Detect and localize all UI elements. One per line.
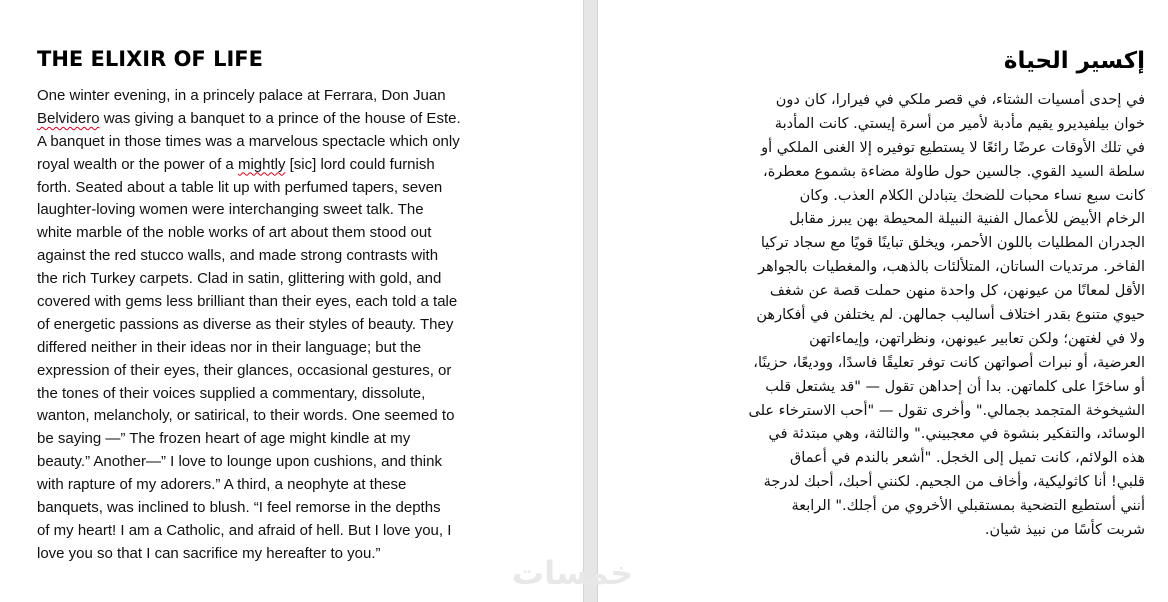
english-line (37, 245, 489, 268)
arabic-line: أو ساخرًا على كلماتهن. بدا أن إحداهن تقول — "قد يشتعل قلب (765, 378, 1145, 395)
arabic-line: الشيخوخة المتجمد بجمالي." وأخرى تقول — "أحب الاسترخاء على (748, 402, 1145, 419)
english-line (37, 405, 489, 428)
arabic-line: الأقل لمعانًا من عيونهن، كل واحدة منهن حملت قصة عن شغف (769, 283, 1145, 300)
english-line (37, 291, 489, 314)
english-line-text: [sic] lord could furnish (285, 155, 435, 173)
arabic-line: في إحدى أمسيات الشتاء، في قصر ملكي في فيرارا، كان دون (775, 92, 1145, 108)
english-line-text: banquets, was inclined to blush. “I feel remorse in the depths (37, 499, 441, 517)
english-line (37, 177, 489, 200)
english-line (37, 314, 489, 337)
english-line (37, 337, 489, 360)
english-line-text: royal wealth or the power of a (37, 155, 238, 173)
arabic-line: الجدران المطليات باللون الأحمر، ويخلق تباينًا قويًا مع سجاد تركيا (760, 235, 1145, 252)
arabic-line: الرخام الأبيض للأعمال الفنية النبيلة المحيطة بهن يبرز مقابل (789, 211, 1145, 228)
arabic-line: خوان بيلفيديرو يقيم مأدبة لأمير من أسرة إيستي. كانت المأدبة (774, 115, 1145, 132)
english-line (37, 85, 489, 108)
english-line-text: wanton, melancholy, or satirical, to their words. One seemed to (37, 407, 455, 425)
spellcheck-flagged-word[interactable]: Belvidero (37, 109, 100, 127)
arabic-line: في تلك الأوقات عرضًا رائعًا لا يستطيع توفيره إلا الغنى الملكي أو (761, 139, 1145, 156)
english-line (37, 360, 489, 383)
arabic-line: أنني أستطيع التضحية بمستقبلي الأخروي من أجلك." الرابعة (791, 498, 1145, 515)
english-line-text: differed neither in their ideas nor in their language; but the (37, 338, 422, 356)
arabic-line: قلبي! أنا كاثوليكية، وأخاف من الجحيم. لكنني أحبك، أحبك لدرجة (763, 474, 1145, 491)
english-line (37, 428, 489, 451)
english-line (37, 222, 489, 245)
arabic-line: ولا في لغتهن؛ ولكن تعابير عيونهن، ونظراتهن، وإيماءاتهن (809, 330, 1145, 347)
english-paragraph (37, 85, 489, 566)
arabic-line: هذه الولائم، كانت تميل إلى الخجل. "أشعر بالندم في أعماق (790, 450, 1145, 467)
arabic-line: كانت سبع نساء محبات للضحك يتبادلن الكلام العذب. وكان (799, 187, 1145, 204)
english-line-text: beauty.” Another—” I love to lounge upon cushions, and think (37, 453, 442, 471)
english-page (0, 0, 583, 602)
english-line-text: the rich Turkey carpets. Clad in satin, glittering with gold, and (37, 270, 442, 288)
arabic-line: حيوي متنوع بقدر اختلاف أساليب جمالهن. لم يختلفن في أفكارهن (756, 307, 1145, 324)
english-line (37, 543, 489, 566)
english-line-text: expression of their eyes, their glances, occasional gestures, or (37, 361, 452, 379)
arabic-line: العرضية، أو نبرات أصواتهن كانت توفر تعليقًا فاسدًا، ووديعًا، حزينًا، (753, 354, 1145, 371)
english-line (37, 131, 489, 154)
english-line-text: One winter evening, in a princely palace at Ferrara, Don Juan (37, 87, 446, 104)
english-line (37, 199, 489, 222)
english-line-text: with rapture of my adorers.” A third, a neophyte at these (37, 476, 407, 494)
arabic-paragraph (685, 89, 1145, 543)
arabic-line: الفاخر. مرتديات الساتان، المتلألئات بالذهب، والمغطيات بالجواهر (758, 259, 1145, 276)
english-title: THE ELIXIR OF LIFE (37, 47, 263, 71)
english-line-text: covered with gems less brilliant than their eyes, each told a tale (37, 293, 458, 311)
english-line (37, 451, 489, 474)
english-line (37, 520, 489, 543)
arabic-title: إكسير الحياة (1003, 48, 1145, 74)
watermark-logo: خمسات (512, 554, 634, 592)
english-line-text: be saying —” The frozen heart of age might kindle at my (37, 430, 411, 448)
english-line-text: white marble of the noble works of art about them stood out (37, 224, 432, 242)
arabic-line: شربت كأسًا من نبيذ شيان. (984, 522, 1145, 539)
english-line (37, 154, 489, 177)
english-line-text: against the red stucco walls, and made strong contrasts with (37, 247, 439, 265)
english-line-text: love you so that I can sacrifice my hereafter to you.” (37, 544, 381, 562)
english-line-text: forth. Seated about a table lit up with perfumed tapers, seven (37, 178, 443, 196)
english-line-text: was giving a banquet to a prince of the house of Este. (99, 109, 461, 127)
page-gutter (583, 0, 598, 602)
english-line (37, 383, 489, 406)
arabic-line: الوسائد، والتفكير بنشوة في معجبيني." والثالثة، وهي مبتدئة في (768, 426, 1145, 443)
spellcheck-flagged-word[interactable]: mightly (237, 155, 286, 173)
english-line-text: laughter-loving women were interchanging sweet talk. The (37, 201, 424, 219)
arabic-page (598, 0, 1168, 602)
english-line (37, 108, 489, 131)
english-line-text: the tones of their voices supplied a commentary, dissolute, (37, 384, 426, 402)
arabic-line: سلطة السيد القوي. جالسين حول طاولة مضاءة بشموع معطرة، (763, 163, 1145, 180)
english-line (37, 497, 489, 520)
english-line-text: A banquet in those times was a marvelous spectacle which only (37, 132, 460, 150)
english-line (37, 268, 489, 291)
english-line-text: of energetic passions as diverse as their styles of beauty. They (37, 315, 454, 333)
english-line-text: of my heart! I am a Catholic, and afraid of hell. But I love you, I (37, 521, 452, 539)
english-line (37, 474, 489, 497)
